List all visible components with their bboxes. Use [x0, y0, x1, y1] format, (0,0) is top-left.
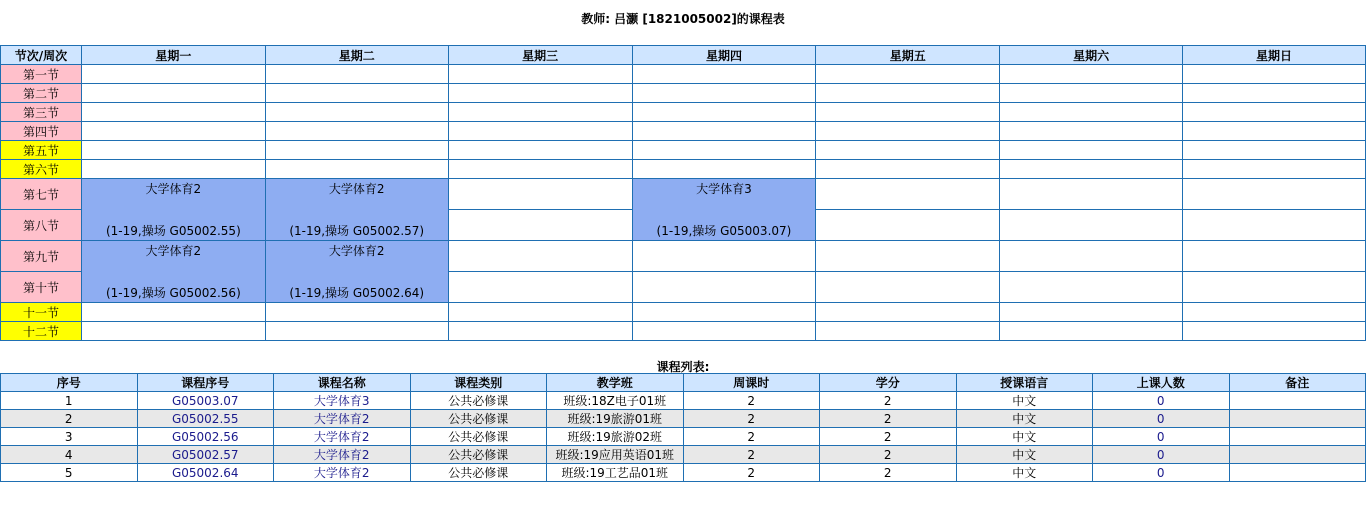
timetable-cell — [1000, 65, 1183, 84]
timetable-cell — [81, 141, 265, 160]
cell-language: 中文 — [956, 392, 1093, 410]
timetable-cell — [816, 303, 1000, 322]
cell-weekly-hours: 2 — [683, 464, 820, 482]
timetable-cell — [632, 65, 816, 84]
timetable-cell — [448, 141, 632, 160]
timetable-cell — [265, 65, 448, 84]
timetable-cell — [81, 303, 265, 322]
timetable-cell — [632, 322, 816, 341]
col-header-notes: 备注 — [1229, 374, 1366, 392]
cell-credits: 2 — [820, 464, 957, 482]
cell-notes — [1229, 392, 1366, 410]
timetable-cell — [632, 84, 816, 103]
course-location: (1-19,操场 G05002.55) — [105, 224, 241, 238]
timetable-cell — [81, 65, 265, 84]
timetable-cell — [816, 160, 1000, 179]
cell-category: 公共必修课 — [410, 446, 547, 464]
timetable-cell — [816, 272, 1000, 303]
table-row — [1, 410, 1366, 428]
timetable-cell — [1000, 84, 1183, 103]
col-header-credits: 学分 — [820, 374, 957, 392]
timetable-cell — [1183, 65, 1366, 84]
timetable-cell — [448, 322, 632, 341]
course-list-table — [0, 373, 1366, 482]
day-header-thu: 星期四 — [632, 46, 816, 65]
timetable-cell — [265, 141, 448, 160]
timetable-cell — [1000, 303, 1183, 322]
cell-category: 公共必修课 — [410, 464, 547, 482]
cell-index: 2 — [1, 410, 138, 428]
col-header-category: 课程类别 — [410, 374, 547, 392]
timetable-cell — [81, 322, 265, 341]
timetable-cell — [448, 122, 632, 141]
cell-category: 公共必修课 — [410, 428, 547, 446]
course-location: (1-19,操场 G05002.57) — [289, 224, 425, 238]
timetable-cell — [265, 103, 448, 122]
cell-index: 1 — [1, 392, 138, 410]
timetable-cell — [448, 210, 632, 241]
cell-notes — [1229, 410, 1366, 428]
timetable-cell — [1183, 160, 1366, 179]
col-header-index: 序号 — [1, 374, 138, 392]
cell-category: 公共必修课 — [410, 410, 547, 428]
course-no-link[interactable]: G05003.07 — [137, 392, 274, 410]
timetable-cell — [1000, 179, 1183, 210]
cell-weekly-hours: 2 — [683, 392, 820, 410]
enrolled-link[interactable]: 0 — [1093, 464, 1230, 482]
course-no-link[interactable]: G05002.57 — [137, 446, 274, 464]
course-cell[interactable] — [265, 179, 448, 241]
table-row — [1, 392, 1366, 410]
cell-class: 班级:19工艺品01班 — [547, 464, 684, 482]
cell-credits: 2 — [820, 446, 957, 464]
course-no-link[interactable]: G05002.56 — [137, 428, 274, 446]
timetable-cell — [632, 160, 816, 179]
timetable-cell — [448, 160, 632, 179]
period-label: 第五节 — [1, 141, 82, 160]
timetable-cell — [816, 322, 1000, 341]
timetable-cell — [1000, 241, 1183, 272]
timetable-cell — [448, 303, 632, 322]
timetable-cell — [265, 84, 448, 103]
course-no-link[interactable]: G05002.55 — [137, 410, 274, 428]
cell-notes — [1229, 446, 1366, 464]
course-name: 大学体育2 — [145, 244, 202, 258]
timetable-cell — [81, 103, 265, 122]
timetable-cell — [632, 122, 816, 141]
timetable-cell — [1000, 122, 1183, 141]
course-name-link[interactable]: 大学体育2 — [274, 410, 411, 428]
cell-index: 5 — [1, 464, 138, 482]
table-row — [1, 446, 1366, 464]
timetable-cell — [1000, 210, 1183, 241]
course-location: (1-19,操场 G05002.56) — [105, 286, 241, 300]
period-label: 十一节 — [1, 303, 82, 322]
day-header-sun: 星期日 — [1183, 46, 1366, 65]
timetable-cell — [816, 179, 1000, 210]
timetable-cell — [1183, 179, 1366, 210]
timetable-cell — [816, 103, 1000, 122]
course-cell[interactable] — [265, 241, 448, 303]
timetable-cell — [448, 241, 632, 272]
cell-category: 公共必修课 — [410, 392, 547, 410]
cell-language: 中文 — [956, 464, 1093, 482]
timetable-cell — [448, 103, 632, 122]
timetable-cell — [632, 241, 816, 272]
cell-class: 班级:19应用英语01班 — [547, 446, 684, 464]
cell-credits: 2 — [820, 410, 957, 428]
period-row — [1, 141, 1366, 160]
timetable-cell — [632, 141, 816, 160]
cell-class: 班级:18Z电子01班 — [547, 392, 684, 410]
cell-class: 班级:19旅游02班 — [547, 428, 684, 446]
timetable-cell — [1000, 103, 1183, 122]
enrolled-link[interactable]: 0 — [1093, 428, 1230, 446]
period-label: 第七节 — [1, 179, 82, 210]
period-label: 第十节 — [1, 272, 82, 303]
course-name: 大学体育2 — [328, 244, 385, 258]
course-location: (1-19,操场 G05002.64) — [289, 286, 425, 300]
day-header-mon: 星期一 — [81, 46, 265, 65]
cell-notes — [1229, 428, 1366, 446]
timetable-cell — [81, 122, 265, 141]
cell-language: 中文 — [956, 410, 1093, 428]
cell-language: 中文 — [956, 428, 1093, 446]
timetable-cell — [816, 65, 1000, 84]
period-label: 第一节 — [1, 65, 82, 84]
period-row — [1, 322, 1366, 341]
enrolled-link[interactable]: 0 — [1093, 392, 1230, 410]
timetable-cell — [81, 84, 265, 103]
timetable-cell — [1000, 322, 1183, 341]
cell-weekly-hours: 2 — [683, 428, 820, 446]
course-name: 大学体育2 — [328, 182, 385, 196]
timetable-cell — [1183, 241, 1366, 272]
period-label: 第四节 — [1, 122, 82, 141]
cell-index: 4 — [1, 446, 138, 464]
course-name: 大学体育3 — [696, 182, 752, 196]
timetable-header-row — [1, 46, 1366, 65]
timetable-cell — [816, 141, 1000, 160]
timetable-cell — [1183, 210, 1366, 241]
course-name-link[interactable]: 大学体育3 — [274, 392, 411, 410]
corner-header: 节次/周次 — [1, 46, 82, 65]
cell-class: 班级:19旅游01班 — [547, 410, 684, 428]
col-header-class: 教学班 — [547, 374, 684, 392]
course-name-link[interactable]: 大学体育2 — [274, 428, 411, 446]
timetable-cell — [448, 179, 632, 210]
col-header-language: 授课语言 — [956, 374, 1093, 392]
timetable — [0, 45, 1366, 341]
course-location: (1-19,操场 G05003.07) — [656, 224, 792, 238]
timetable-cell — [1000, 141, 1183, 160]
timetable-cell — [81, 160, 265, 179]
period-label: 第六节 — [1, 160, 82, 179]
course-cell[interactable] — [632, 179, 816, 241]
day-header-sat: 星期六 — [1000, 46, 1183, 65]
col-header-course-name: 课程名称 — [274, 374, 411, 392]
timetable-cell — [632, 272, 816, 303]
timetable-cell — [448, 65, 632, 84]
timetable-cell — [1000, 160, 1183, 179]
timetable-cell — [448, 272, 632, 303]
period-row — [1, 84, 1366, 103]
timetable-cell — [1183, 303, 1366, 322]
cell-credits: 2 — [820, 428, 957, 446]
timetable-cell — [632, 303, 816, 322]
col-header-course-no: 课程序号 — [137, 374, 274, 392]
cell-index: 3 — [1, 428, 138, 446]
course-name: 大学体育2 — [145, 182, 202, 196]
cell-weekly-hours: 2 — [683, 410, 820, 428]
day-header-tue: 星期二 — [265, 46, 448, 65]
cell-credits: 2 — [820, 392, 957, 410]
timetable-cell — [1183, 141, 1366, 160]
period-row — [1, 122, 1366, 141]
period-label: 第二节 — [1, 84, 82, 103]
cell-language: 中文 — [956, 446, 1093, 464]
timetable-cell — [265, 303, 448, 322]
table-row — [1, 464, 1366, 482]
period-row — [1, 179, 1366, 210]
period-label: 第八节 — [1, 210, 82, 241]
timetable-cell — [1183, 322, 1366, 341]
cell-weekly-hours: 2 — [683, 446, 820, 464]
period-row — [1, 303, 1366, 322]
period-label: 第九节 — [1, 241, 82, 272]
cell-notes — [1229, 464, 1366, 482]
period-label: 十二节 — [1, 322, 82, 341]
course-no-link[interactable]: G05002.64 — [137, 464, 274, 482]
timetable-cell — [1183, 122, 1366, 141]
period-row — [1, 160, 1366, 179]
table-row — [1, 428, 1366, 446]
enrolled-link[interactable]: 0 — [1093, 446, 1230, 464]
col-header-weekly-hours: 周课时 — [683, 374, 820, 392]
course-list-title: 课程列表: — [656, 360, 710, 374]
timetable-cell — [816, 210, 1000, 241]
period-row — [1, 103, 1366, 122]
timetable-cell — [1183, 84, 1366, 103]
timetable-cell — [448, 84, 632, 103]
timetable-cell — [1183, 272, 1366, 303]
period-row — [1, 65, 1366, 84]
timetable-cell — [816, 122, 1000, 141]
course-cell[interactable] — [81, 241, 265, 303]
timetable-cell — [816, 84, 1000, 103]
period-label: 第三节 — [1, 103, 82, 122]
timetable-cell — [1183, 103, 1366, 122]
course-list-header-row — [1, 374, 1366, 392]
course-cell[interactable] — [81, 179, 265, 241]
course-name-link[interactable]: 大学体育2 — [274, 446, 411, 464]
timetable-cell — [816, 241, 1000, 272]
col-header-enrolled: 上课人数 — [1093, 374, 1230, 392]
timetable-cell — [265, 322, 448, 341]
timetable-cell — [632, 103, 816, 122]
timetable-cell — [265, 122, 448, 141]
period-row — [1, 241, 1366, 272]
course-name-link[interactable]: 大学体育2 — [274, 464, 411, 482]
day-header-wed: 星期三 — [448, 46, 632, 65]
page-title: 教师: 吕灏 [1821005002]的课程表 — [581, 12, 785, 26]
day-header-fri: 星期五 — [816, 46, 1000, 65]
timetable-cell — [265, 160, 448, 179]
timetable-cell — [1000, 272, 1183, 303]
enrolled-link[interactable]: 0 — [1093, 410, 1230, 428]
